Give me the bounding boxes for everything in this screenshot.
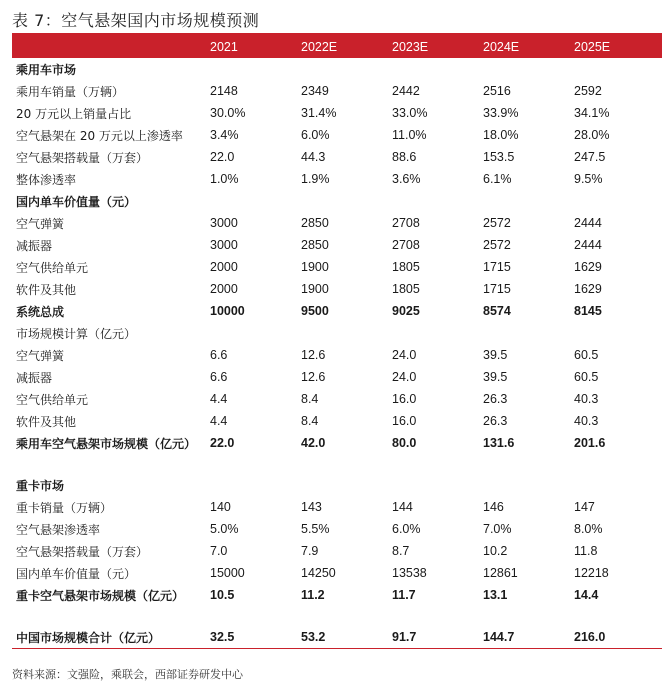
row-label: 空气弹簧: [16, 216, 65, 231]
row-label: 市场规模计算（亿元）: [16, 326, 137, 341]
value-cell: [479, 190, 570, 212]
value-cell: 4.4: [210, 392, 228, 406]
value-cell: 28.0%: [574, 128, 610, 142]
value-cell: 33.9%: [483, 106, 519, 120]
row-label: 空气供给单元: [16, 392, 89, 407]
value-cell: 2000: [210, 260, 238, 274]
row-label: 乘用车市场: [16, 62, 77, 77]
row-label: 重卡市场: [16, 478, 65, 493]
value-cell: 2592: [574, 84, 602, 98]
value-cell: 60.5: [574, 348, 599, 362]
table-row: [12, 432, 662, 454]
value-cell: 1629: [574, 282, 602, 296]
row-label: 空气弹簧: [16, 348, 65, 363]
header-cell: 2023E: [388, 35, 479, 58]
value-cell: 2572: [483, 216, 511, 230]
row-label: [12, 606, 206, 626]
value-cell: 1900: [301, 260, 329, 274]
value-cell: [479, 454, 570, 474]
row-label: 空气悬架在 20 万元以上渗透率: [16, 128, 183, 143]
value-cell: 6.0%: [392, 522, 421, 536]
value-cell: 5.0%: [210, 522, 239, 536]
row-label: 空气悬架渗透率: [16, 522, 101, 537]
value-cell: 15000: [210, 566, 245, 580]
value-cell: 6.1%: [483, 172, 512, 186]
value-cell: 40.3: [574, 414, 599, 428]
header-cell: 2024E: [479, 35, 570, 58]
value-cell: 6.0%: [301, 128, 330, 142]
value-cell: 12218: [574, 566, 609, 580]
value-cell: [297, 58, 388, 80]
value-cell: 11.8: [574, 544, 598, 558]
value-cell: 140: [210, 500, 231, 514]
value-cell: 143: [301, 500, 322, 514]
value-cell: 44.3: [301, 150, 326, 164]
value-cell: 3000: [210, 216, 238, 230]
value-cell: [570, 606, 662, 626]
value-cell: 1.0%: [210, 172, 239, 186]
value-cell: 7.9: [301, 544, 319, 558]
value-cell: [570, 190, 662, 212]
value-cell: [388, 190, 479, 212]
value-cell: 13538: [392, 566, 427, 580]
header-cell: [12, 35, 206, 58]
table-row: [12, 80, 662, 102]
table-row: [12, 454, 662, 474]
row-label: 中国市场规模合计（亿元）: [12, 626, 206, 649]
value-cell: [388, 606, 479, 626]
value-cell: 42.0: [301, 436, 326, 450]
table-row: [12, 300, 662, 322]
value-cell: 7.0: [210, 544, 228, 558]
source-note: 资料来源：文强险，乘联会，西部证券研发中心: [12, 668, 243, 681]
row-label: 整体渗透率: [16, 172, 77, 187]
value-cell: [297, 190, 388, 212]
value-cell: 26.3: [483, 414, 508, 428]
value-cell: 2572: [483, 238, 511, 252]
value-cell: 91.7: [388, 626, 479, 649]
forecast-table: [12, 35, 662, 649]
value-cell: 201.6: [574, 436, 606, 450]
value-cell: 147: [574, 500, 595, 514]
value-cell: 2148: [210, 84, 238, 98]
value-cell: [570, 322, 662, 344]
value-cell: 2708: [392, 216, 420, 230]
table-row: [12, 212, 662, 234]
value-cell: 11.2: [301, 588, 325, 602]
value-cell: 2850: [301, 238, 329, 252]
value-cell: 24.0: [392, 370, 417, 384]
value-cell: 13.1: [483, 588, 508, 602]
row-label: 重卡空气悬架市场规模（亿元）: [16, 588, 185, 603]
table-row: [12, 58, 662, 80]
value-cell: [570, 474, 662, 496]
value-cell: 10.5: [210, 588, 235, 602]
row-label: 国内单车价值量（元）: [16, 194, 137, 209]
value-cell: 8.7: [392, 544, 410, 558]
table-row: [12, 190, 662, 212]
table-row: [12, 584, 662, 606]
value-cell: 40.3: [574, 392, 599, 406]
table-row: [12, 388, 662, 410]
table-row: [12, 606, 662, 626]
value-cell: 11.0%: [392, 128, 427, 142]
header-cell: 2021: [206, 35, 297, 58]
row-label: 减振器: [16, 370, 53, 385]
row-label: 空气悬架搭载量（万套）: [16, 150, 149, 165]
value-cell: 1900: [301, 282, 329, 296]
value-cell: 12.6: [301, 348, 326, 362]
value-cell: 22.0: [210, 436, 235, 450]
value-cell: 34.1%: [574, 106, 610, 120]
value-cell: 4.4: [210, 414, 228, 428]
value-cell: 8145: [574, 304, 602, 318]
table-row: [12, 562, 662, 584]
value-cell: 131.6: [483, 436, 515, 450]
value-cell: 8574: [483, 304, 511, 318]
row-label: 20 万元以上销量占比: [16, 106, 132, 121]
value-cell: [206, 474, 297, 496]
table-header-row: [12, 35, 662, 58]
value-cell: [206, 606, 297, 626]
value-cell: 1805: [392, 282, 420, 296]
value-cell: [388, 322, 479, 344]
value-cell: [479, 58, 570, 80]
value-cell: 153.5: [483, 150, 515, 164]
value-cell: 146: [483, 500, 504, 514]
value-cell: 24.0: [392, 348, 417, 362]
value-cell: 3.4%: [210, 128, 239, 142]
value-cell: 88.6: [392, 150, 417, 164]
table-row: [12, 344, 662, 366]
value-cell: 14.4: [574, 588, 599, 602]
table-row: [12, 234, 662, 256]
row-label: 乘用车空气悬架市场规模（亿元）: [16, 436, 197, 451]
table-row: [12, 626, 662, 649]
value-cell: 2444: [574, 216, 602, 230]
value-cell: 5.5%: [301, 522, 330, 536]
row-label: 国内单车价值量（元）: [16, 566, 137, 581]
value-cell: 10.2: [483, 544, 508, 558]
value-cell: 12.6: [301, 370, 326, 384]
forecast-table-container: [12, 35, 662, 649]
value-cell: 144.7: [479, 626, 570, 649]
value-cell: [479, 606, 570, 626]
row-label: 空气悬架搭载量（万套）: [16, 544, 149, 559]
table-row: [12, 540, 662, 562]
table-row: [12, 278, 662, 300]
value-cell: 31.4%: [301, 106, 337, 120]
value-cell: 3000: [210, 238, 238, 252]
value-cell: [570, 58, 662, 80]
table-row: [12, 496, 662, 518]
value-cell: 1629: [574, 260, 602, 274]
table-row: [12, 102, 662, 124]
row-label: [12, 454, 206, 474]
value-cell: 39.5: [483, 370, 508, 384]
value-cell: [479, 474, 570, 496]
value-cell: 2000: [210, 282, 238, 296]
value-cell: 10000: [210, 304, 245, 318]
row-label: 乘用车销量（万辆）: [16, 84, 125, 99]
value-cell: 2850: [301, 216, 329, 230]
value-cell: [206, 454, 297, 474]
value-cell: [206, 190, 297, 212]
value-cell: 8.4: [301, 414, 319, 428]
value-cell: 30.0%: [210, 106, 246, 120]
value-cell: 39.5: [483, 348, 508, 362]
value-cell: 8.4: [301, 392, 319, 406]
value-cell: 2444: [574, 238, 602, 252]
value-cell: [388, 474, 479, 496]
value-cell: 26.3: [483, 392, 508, 406]
value-cell: 216.0: [570, 626, 662, 649]
row-label: 软件及其他: [16, 282, 77, 297]
header-cell: 2025E: [570, 35, 662, 58]
value-cell: 8.0%: [574, 522, 603, 536]
value-cell: 80.0: [392, 436, 417, 450]
value-cell: 16.0: [392, 392, 417, 406]
value-cell: 2349: [301, 84, 329, 98]
value-cell: 14250: [301, 566, 336, 580]
value-cell: 32.5: [206, 626, 297, 649]
value-cell: [388, 454, 479, 474]
value-cell: 53.2: [297, 626, 388, 649]
value-cell: 6.6: [210, 370, 228, 384]
value-cell: 7.0%: [483, 522, 512, 536]
value-cell: 18.0%: [483, 128, 519, 142]
row-label: 系统总成: [16, 304, 65, 319]
value-cell: 60.5: [574, 370, 599, 384]
table-row: [12, 256, 662, 278]
table-row: [12, 124, 662, 146]
value-cell: [206, 58, 297, 80]
value-cell: [479, 322, 570, 344]
value-cell: 12861: [483, 566, 518, 580]
value-cell: 1805: [392, 260, 420, 274]
value-cell: [297, 322, 388, 344]
table-title: 表 7：空气悬架国内市场规模预测: [12, 11, 260, 30]
value-cell: [297, 454, 388, 474]
table-row: [12, 322, 662, 344]
value-cell: [388, 58, 479, 80]
value-cell: 9.5%: [574, 172, 603, 186]
value-cell: 247.5: [574, 150, 606, 164]
row-label: 软件及其他: [16, 414, 77, 429]
value-cell: 2516: [483, 84, 511, 98]
row-label: 重卡销量（万辆）: [16, 500, 113, 515]
value-cell: 33.0%: [392, 106, 428, 120]
table-body: [12, 58, 662, 649]
value-cell: 1715: [483, 282, 511, 296]
value-cell: 2708: [392, 238, 420, 252]
value-cell: [206, 322, 297, 344]
table-row: [12, 366, 662, 388]
value-cell: 22.0: [210, 150, 235, 164]
header-cell: 2022E: [297, 35, 388, 58]
value-cell: 1715: [483, 260, 511, 274]
value-cell: 16.0: [392, 414, 417, 428]
value-cell: 144: [392, 500, 413, 514]
table-row: [12, 474, 662, 496]
table-row: [12, 168, 662, 190]
value-cell: 6.6: [210, 348, 228, 362]
row-label: 减振器: [16, 238, 53, 253]
value-cell: [297, 474, 388, 496]
value-cell: 11.7: [392, 588, 416, 602]
value-cell: 9500: [301, 304, 329, 318]
value-cell: 2442: [392, 84, 420, 98]
value-cell: 3.6%: [392, 172, 421, 186]
value-cell: 1.9%: [301, 172, 330, 186]
table-row: [12, 518, 662, 540]
value-cell: [570, 454, 662, 474]
value-cell: [297, 606, 388, 626]
value-cell: 9025: [392, 304, 420, 318]
table-row: [12, 146, 662, 168]
row-label: 空气供给单元: [16, 260, 89, 275]
table-row: [12, 410, 662, 432]
